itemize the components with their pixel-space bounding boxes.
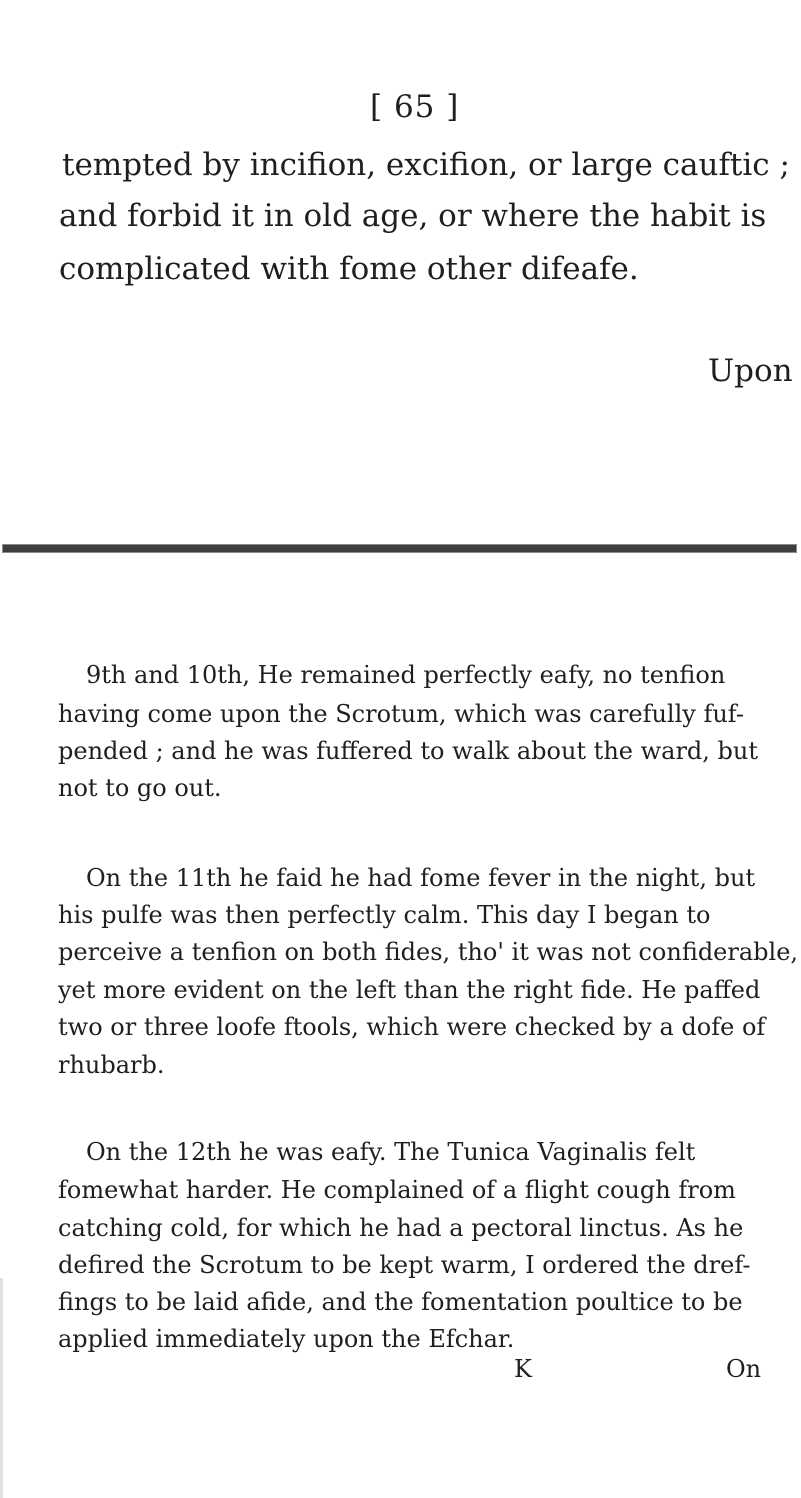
text-line: not to go out. <box>58 774 222 802</box>
text-line: rhubarb. <box>58 1051 165 1079</box>
text-line: 9th and 10th, He remained perfectly eafy, no tenfion <box>86 661 726 689</box>
text-line: fomewhat harder. He complained of a flight cough from <box>58 1176 736 1204</box>
text-line: perceive a tenfion on both fides, tho' it was not confiderable, <box>58 938 799 966</box>
catchword-bottom: On <box>726 1355 762 1383</box>
page-number: [ 65 ] <box>370 89 460 125</box>
text-line: yet more evident on the left than the right fide. He paffed <box>58 976 761 1004</box>
catchword-top: Upon <box>708 353 793 389</box>
text-line: having come upon the Scrotum, which was carefully fuf- <box>58 700 744 728</box>
text-line: pended ; and he was fuffered to walk about the ward, but <box>58 737 759 765</box>
text-line: defired the Scrotum to be kept warm, I ordered the dref- <box>58 1251 751 1279</box>
text-line: complicated with fome other difeafe. <box>59 251 639 287</box>
signature-mark: K <box>514 1355 532 1383</box>
binding-edge <box>0 1278 3 1498</box>
text-line: tempted by incifion, excifion, or large cauftic ; <box>62 147 790 183</box>
text-line: fings to be laid afide, and the fomentation poultice to be <box>58 1288 743 1316</box>
text-line: his pulfe was then perfectly calm. This day I began to <box>58 901 711 929</box>
text-line: applied immediately upon the Efchar. <box>58 1325 515 1353</box>
section-divider <box>3 545 796 552</box>
text-line: On the 12th he was eafy. The Tunica Vaginalis felt <box>86 1138 696 1166</box>
text-line: and forbid it in old age, or where the habit is <box>59 198 767 234</box>
text-line: two or three loofe ftools, which were checked by a dofe of <box>58 1013 766 1041</box>
text-line: catching cold, for which he had a pectoral linctus. As he <box>58 1214 744 1242</box>
text-line: On the 11th he faid he had fome fever in the night, but <box>86 864 756 892</box>
